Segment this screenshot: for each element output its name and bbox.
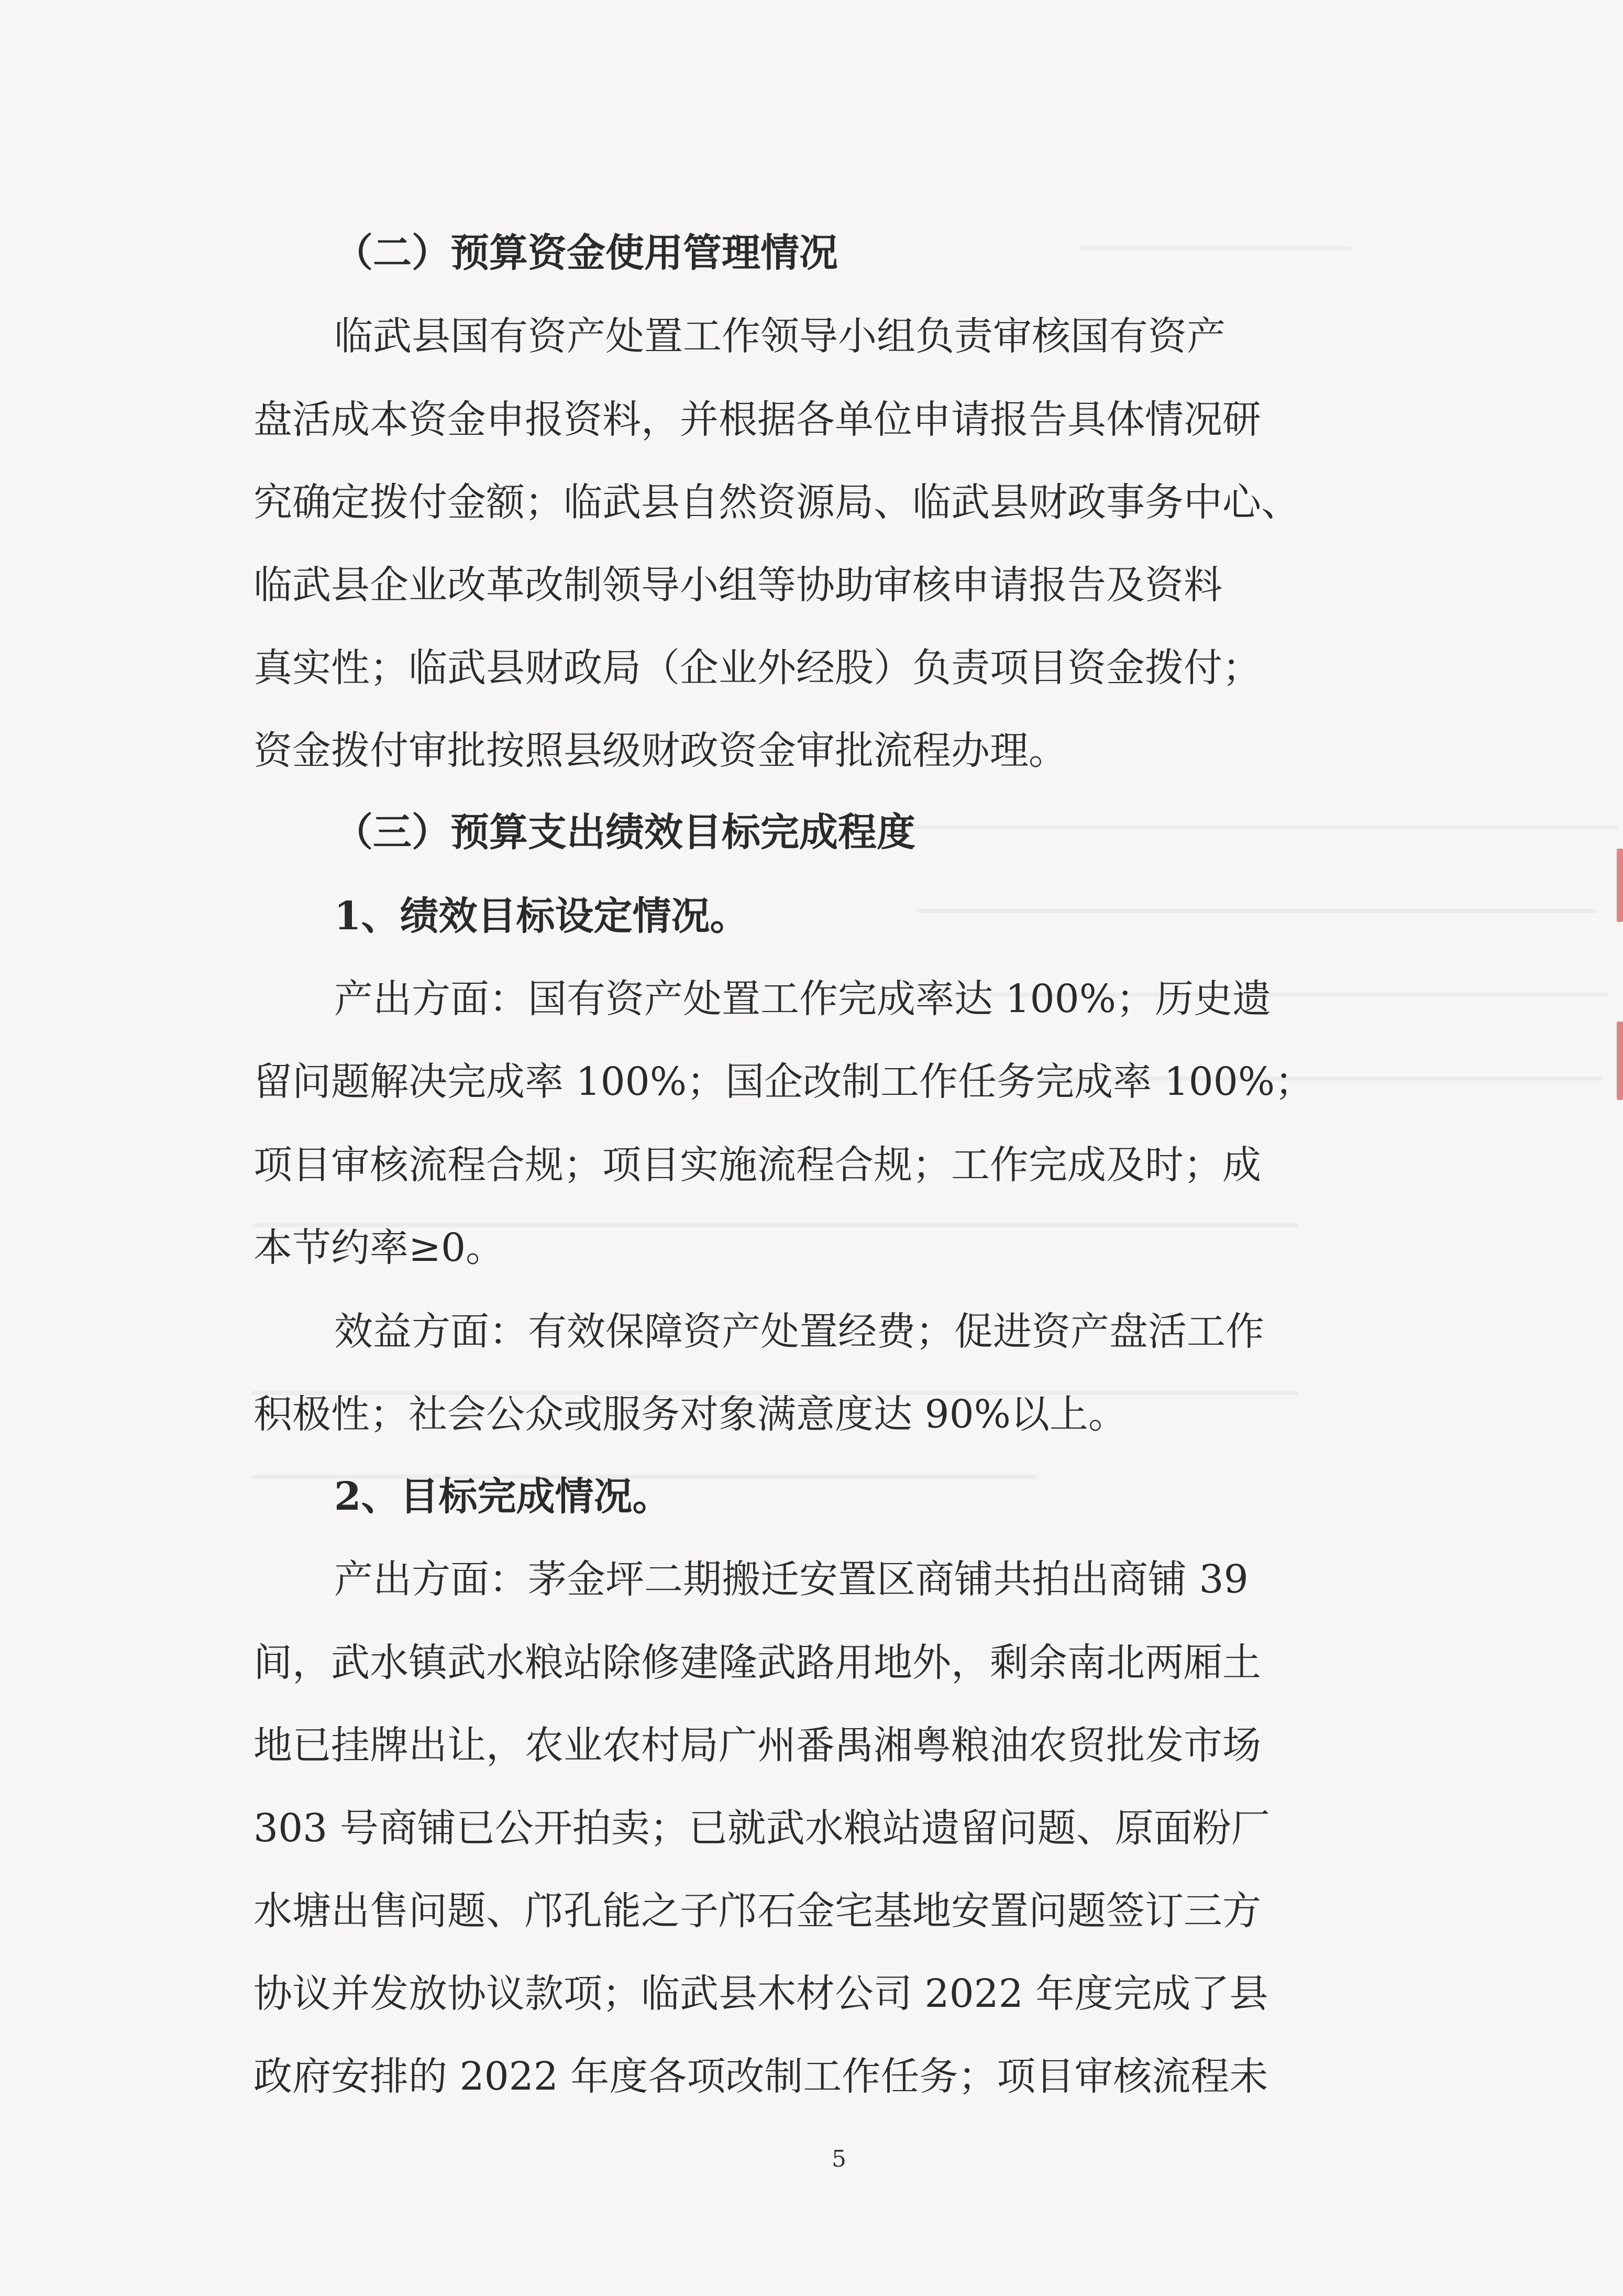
red-seal-edge-mark bbox=[1617, 849, 1623, 922]
paragraph-line: 临武县国有资产处置工作领导小组负责审核国有资产 bbox=[334, 314, 1225, 359]
paragraph-line: 留问题解决完成率 100%；国企改制工作任务完成率 100%； bbox=[253, 1059, 1314, 1104]
paragraph-line: 究确定拨付金额；临武县自然资源局、临武县财政事务中心、 bbox=[253, 480, 1300, 525]
paragraph-line: 地已挂牌出让，农业农村局广州番禺湘粤粮油农贸批发市场 bbox=[253, 1723, 1261, 1768]
paragraph-line: 政府安排的 2022 年度各项改制工作任务；项目审核流程未 bbox=[253, 2054, 1268, 2099]
paragraph-line: 效益方面：有效保障资产处置经费；促进资产盘活工作 bbox=[334, 1309, 1264, 1354]
bleed-through-mark bbox=[890, 825, 1618, 829]
paragraph-line: 本节约率≥0。 bbox=[253, 1225, 505, 1270]
paragraph-line: 303 号商铺已公开拍卖；已就武水粮站遗留问题、原面粉厂 bbox=[253, 1806, 1270, 1851]
red-seal-edge-mark bbox=[1617, 1021, 1623, 1100]
paragraph-line: 资金拨付审批按照县级财政资金审批流程办理。 bbox=[253, 728, 1067, 773]
paragraph-line: 盘活成本资金申报资料，并根据各单位申请报告具体情况研 bbox=[253, 397, 1261, 442]
bleed-through-mark bbox=[1079, 246, 1351, 250]
paragraph-line: 产出方面：国有资产处置工作完成率达 100%；历史遗 bbox=[334, 976, 1272, 1021]
paragraph-line: 水塘出售问题、邝孔能之子邝石金宅基地安置问题签订三方 bbox=[253, 1888, 1261, 1934]
paragraph-line: 间，武水镇武水粮站除修建隆武路用地外，剩余南北两厢土 bbox=[253, 1640, 1261, 1685]
paragraph-line: 产出方面：茅金坪二期搬迁安置区商铺共拍出商铺 39 bbox=[334, 1557, 1249, 1602]
paragraph-line: 临武县企业改革改制领导小组等协助审核申请报告及资料 bbox=[253, 563, 1222, 608]
paragraph-line: 积极性；社会公众或服务对象满意度达 90%以上。 bbox=[253, 1392, 1127, 1437]
section-heading-goal: （三）预算支出绩效目标完成程度 bbox=[334, 810, 915, 855]
bleed-through-mark bbox=[917, 909, 1597, 913]
paragraph-line: 真实性；临武县财政局（企业外经股）负责项目资金拨付； bbox=[253, 645, 1261, 690]
paragraph-line: 协议并发放协议款项；临武县木材公司 2022 年度完成了县 bbox=[253, 1971, 1268, 2016]
section-heading-budget-use: （二）预算资金使用管理情况 bbox=[334, 230, 838, 276]
subheading-goal-setting: 1、绩效目标设定情况。 bbox=[334, 894, 749, 939]
page-number: 5 bbox=[832, 2146, 846, 2172]
subheading-goal-result: 2、目标完成情况。 bbox=[334, 1474, 671, 1519]
paragraph-line: 项目审核流程合规；项目实施流程合规；工作完成及时；成 bbox=[253, 1142, 1261, 1188]
